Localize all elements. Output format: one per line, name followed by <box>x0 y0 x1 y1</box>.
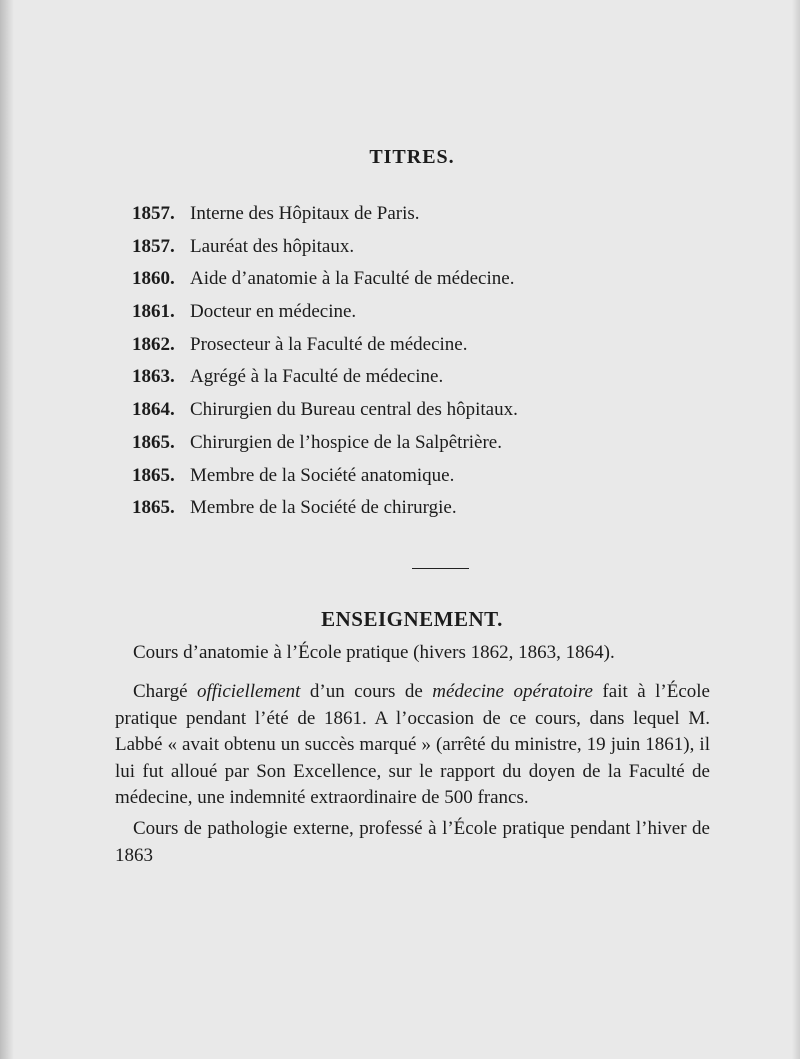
titres-item <box>132 492 518 525</box>
titres-text: Docteur en médecine. <box>190 301 357 323</box>
titres-item <box>132 198 518 231</box>
enseignement-paragraph-3: Cours de pathologie externe, professé à l’École pratique pendant l’hiver de 1863 <box>115 818 710 866</box>
titres-text: Interne des Hôpitaux de Paris. <box>190 203 420 224</box>
titres-text: Chirurgien du Bureau central des hôpitaux. <box>190 399 518 421</box>
titres-text: Chirurgien de l’hospice de la Salpêtrière. <box>190 431 502 453</box>
titres-item <box>132 427 518 460</box>
titres-item <box>132 263 518 296</box>
titres-text: Prosecteur à la Faculté de médecine. <box>190 333 468 355</box>
titres-item <box>132 329 518 362</box>
enseignement-heading: ENSEIGNEMENT. <box>321 607 503 631</box>
titres-year: 1860. <box>132 268 175 290</box>
titres-year: 1857. <box>132 235 175 257</box>
titres-year: 1863. <box>132 366 175 388</box>
titres-item <box>132 296 518 329</box>
titres-item <box>132 231 518 264</box>
titres-item <box>132 361 518 394</box>
emphasis-text: officiellement <box>197 681 301 702</box>
titres-year: 1865. <box>132 464 175 486</box>
titres-year: 1865. <box>132 497 175 519</box>
titres-year: 1864. <box>132 399 175 421</box>
titres-text: Membre de la Société anatomique. <box>190 464 455 486</box>
emphasis-text: médecine opératoire <box>432 681 593 702</box>
paragraph-text: fait à l’École pratique pendant l’été de 1861. A l’occasion de ce cours, dans lequel M. Labbé « avait obtenu un succès marqué » (arrêté du ministre, 19 juin 1861), il lui fut alloué par Son Excellence, sur le rapport du doyen de la Faculté de médecine, une indemnité extraordinaire de 500 francs. <box>115 681 710 808</box>
paragraph-text: d’un cours de <box>300 681 433 702</box>
titres-list <box>132 198 518 525</box>
titres-text: Lauréat des hôpitaux. <box>190 235 355 257</box>
titres-item <box>132 460 518 493</box>
enseignement-paragraph-1: Cours d’anatomie à l’École pratique (hivers 1862, 1863, 1864). <box>133 642 615 663</box>
titres-text: Agrégé à la Faculté de médecine. <box>190 366 444 388</box>
paragraph-text: Chargé <box>133 681 197 702</box>
titres-heading: TITRES. <box>369 146 455 168</box>
titres-year: 1862. <box>132 333 175 355</box>
titres-text: Aide d’anatomie à la Faculté de médecine. <box>190 268 515 290</box>
titres-year: 1861. <box>132 301 175 323</box>
enseignement-paragraph-2 <box>115 679 710 812</box>
titres-year: 1865. <box>132 431 175 453</box>
titres-item <box>132 394 518 427</box>
section-divider <box>412 568 469 569</box>
titres-year: 1857. <box>132 203 175 224</box>
titres-text: Membre de la Société de chirurgie. <box>190 497 457 519</box>
